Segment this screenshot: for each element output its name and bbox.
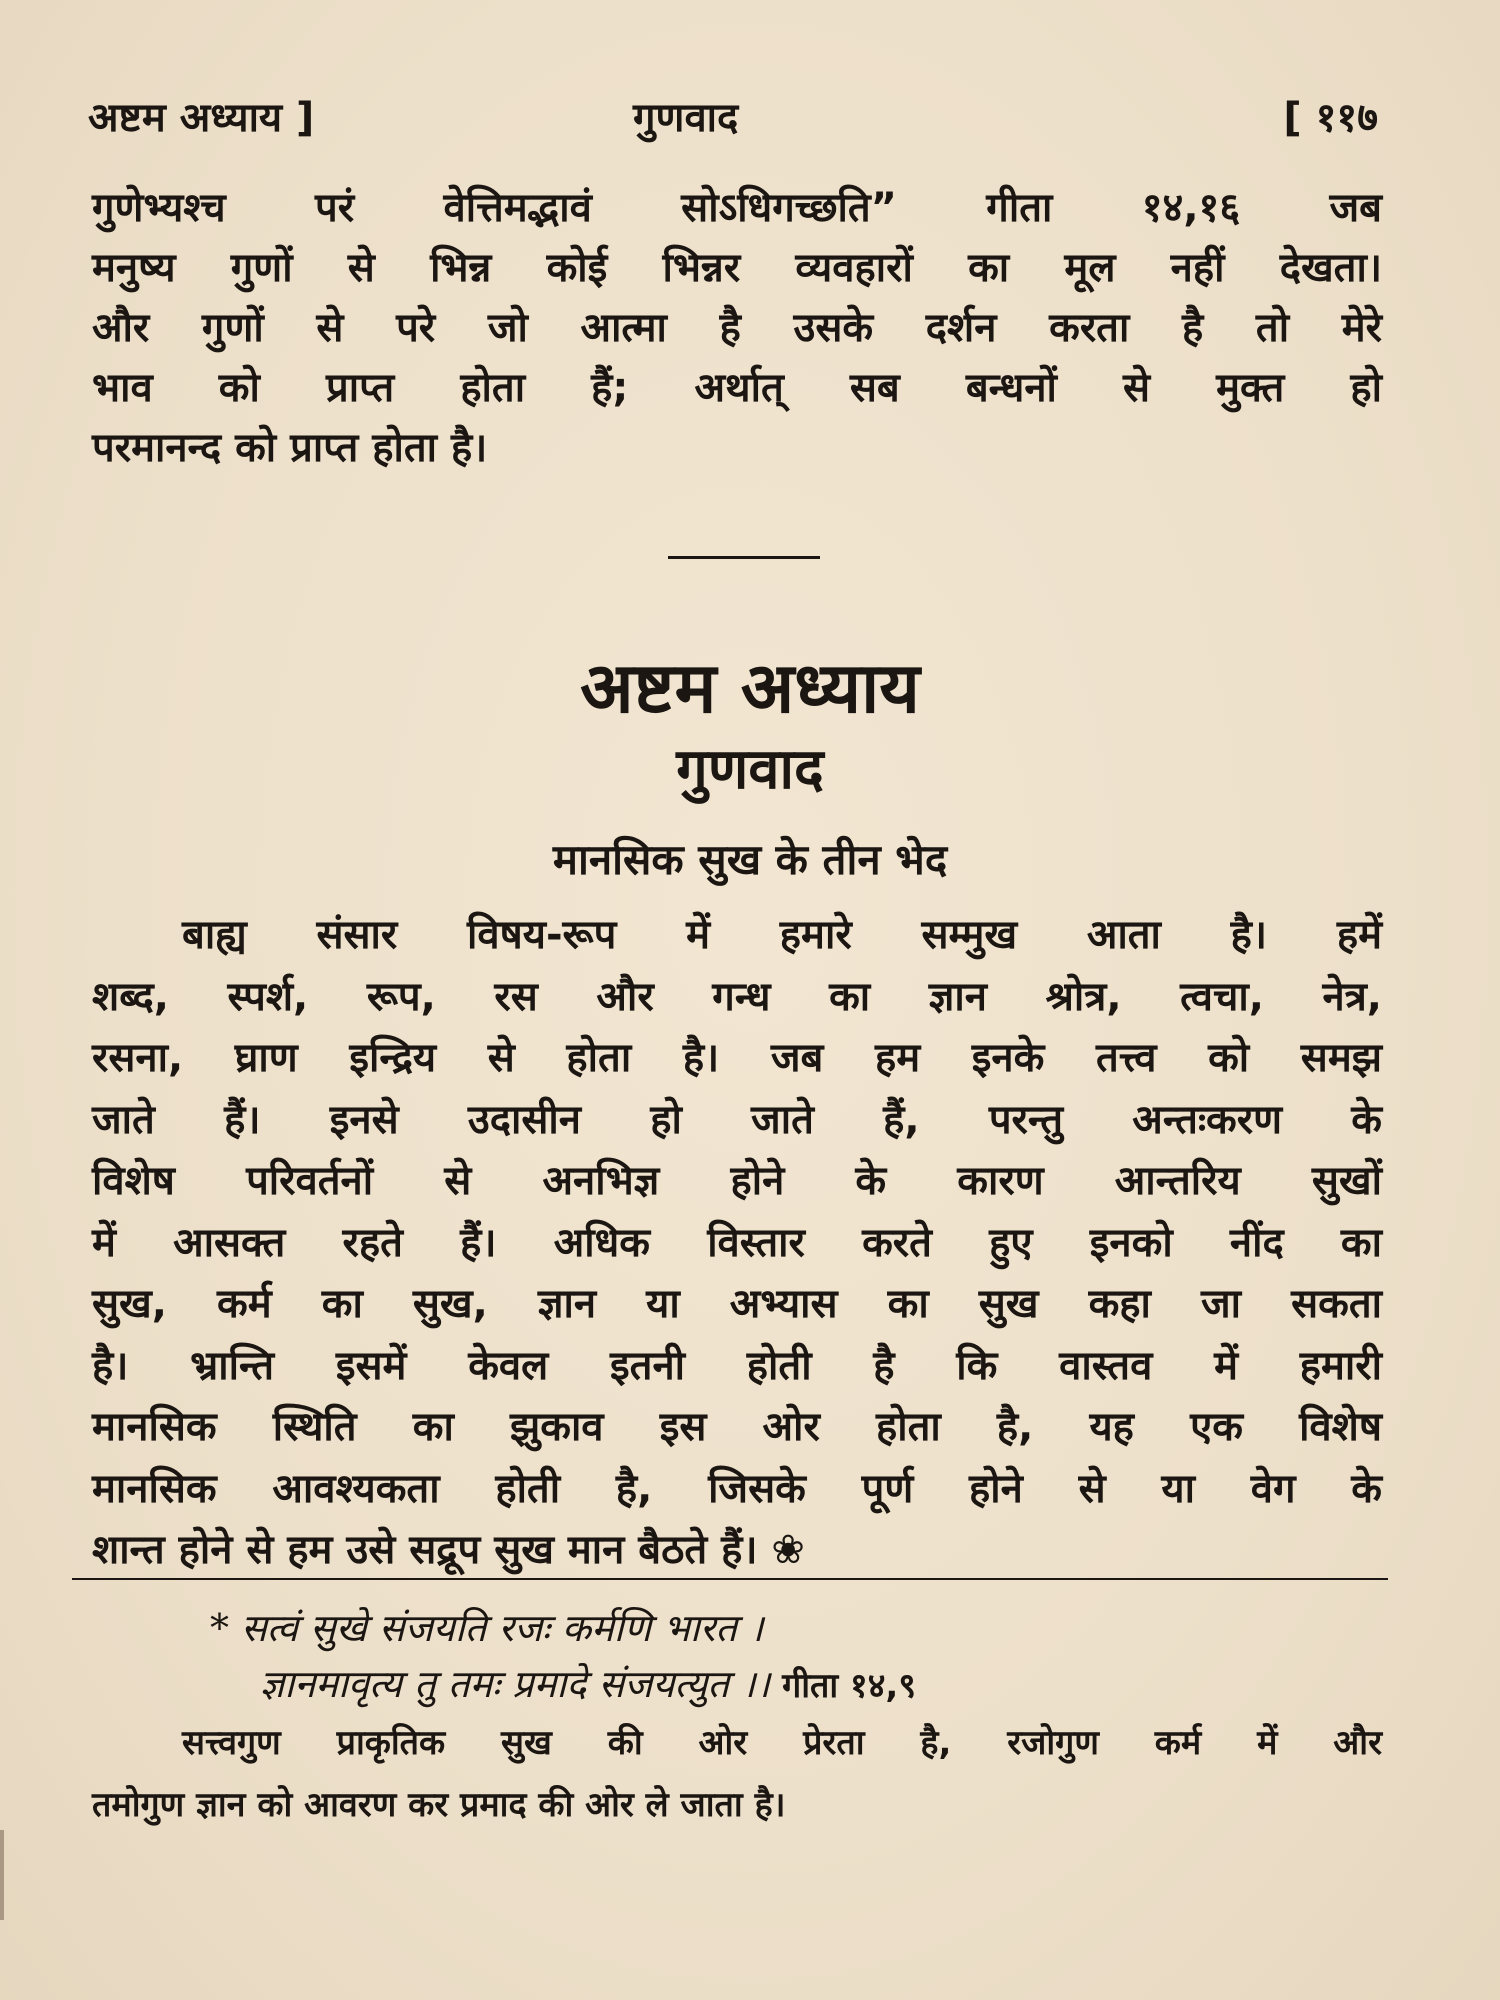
section-heading: मानसिक सुख के तीन भेद xyxy=(552,835,948,884)
footnote-verse-line xyxy=(92,1656,1382,1712)
text-line: मानसिक आवश्यकता होती है, जिसके पूर्ण होने से या वेग के xyxy=(92,1465,1382,1512)
footnote-verse-text: ज्ञानमावृत्य तु तमः प्रमादे संजयत्युत ।। xyxy=(260,1662,770,1706)
text-line: जाते हैं। इनसे उदासीन हो जाते हैं, परन्तु अन्तःकरण के xyxy=(92,1096,1382,1143)
footnote-text-line: सत्त्वगुण प्राकृतिक सुख की ओर प्रेरता है, रजोगुण कर्म में और xyxy=(182,1723,1382,1763)
text-line: मानसिक स्थिति का झुकाव इस ओर होता है, यह एक विशेष xyxy=(92,1404,1382,1450)
text-line: में आसक्त रहते हैं। अधिक विस्तार करते हुए इनको नींद का xyxy=(92,1219,1382,1266)
footnote-verse-reference: गीता १४,९ xyxy=(782,1666,917,1706)
chapter-subtitle: गुणवाद xyxy=(676,737,824,802)
text-line: और गुणों से परे जो आत्मा है उसके दर्शन करता है तो मेरे xyxy=(92,305,1382,351)
body-paragraph xyxy=(92,905,1382,1582)
header-chapter-name: अष्टम अध्याय ] xyxy=(88,95,315,141)
footnote-separator xyxy=(72,1578,1388,1580)
text-line: शान्त होने से हम उसे सद्रूप सुख मान बैठते हैं। ❀ xyxy=(92,1527,805,1573)
footnote-verse-line: * सत्वं सुखे संजयति रजः कर्मणि भारत । xyxy=(210,1606,764,1650)
text-line: मनुष्य गुणों से भिन्न कोई भिन्नर व्यवहारों का मूल नहीं देखता। xyxy=(92,245,1382,291)
continuation-paragraph xyxy=(92,178,1382,478)
footnote-text-line: तमोगुण ज्ञान को आवरण कर प्रमाद की ओर ले जाता है। xyxy=(92,1785,786,1825)
header-page-number: [ ११७ xyxy=(1283,95,1378,141)
page-edge-mark xyxy=(0,1830,4,1920)
text-line: सुख, कर्म का सुख, ज्ञान या अभ्यास का सुख कहा जा सकता xyxy=(92,1281,1382,1327)
text-line: गुणेभ्यश्च परं वेत्तिमद्भावं सोऽधिगच्छति” गीता १४,१६ जब xyxy=(92,185,1382,231)
running-header xyxy=(88,88,1378,148)
chapter-title: अष्टम अध्याय xyxy=(580,647,920,729)
text-line: परमानन्द को प्राप्त होता है। xyxy=(92,425,488,471)
text-line: बाह्य संसार विषय-रूप में हमारे सम्मुख आता है। हमें xyxy=(182,912,1382,958)
section-divider xyxy=(668,556,820,559)
text-line: शब्द, स्पर्श, रूप, रस और गन्ध का ज्ञान श्रोत्र, त्वचा, नेत्र, xyxy=(92,973,1382,1020)
header-chapter-title: गुणवाद xyxy=(633,95,739,141)
text-line: रसना, घ्राण इन्द्रिय से होता है। जब हम इनके तत्त्व को समझ xyxy=(92,1035,1382,1081)
text-line: है। भ्रान्ति इसमें केवल इतनी होती है कि वास्तव में हमारी xyxy=(92,1342,1382,1389)
text-line: भाव को प्राप्त होता हैं; अर्थात् सब बन्धनों से मुक्त हो xyxy=(92,365,1382,411)
footnote xyxy=(92,1600,1382,1836)
text-line: विशेष परिवर्तनों से अनभिज्ञ होने के कारण आन्तरिय सुखों xyxy=(92,1158,1382,1204)
